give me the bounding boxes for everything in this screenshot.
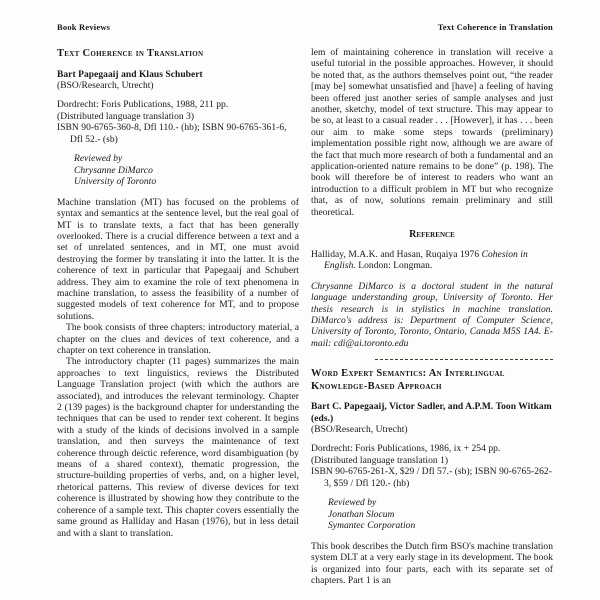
review2-authors: Bart C. Papegaaij, Victor Sadler, and A.P.M. Toon Witkam (eds.) xyxy=(311,402,552,424)
right-column xyxy=(311,48,553,588)
left-column xyxy=(57,48,299,588)
review2-isbn: ISBN 90-6765-261-X, $29 / Dfl 57.- (sb); ISBN 90-6765-262-3, $59 / Dfl 120.- (hb) xyxy=(311,467,552,489)
reference-entry xyxy=(311,250,553,273)
running-header xyxy=(57,22,553,32)
review1-affiliation: (BSO/Research, Utrecht) xyxy=(57,80,154,91)
review1-isbn: ISBN 90-6765-360-8, Dfl 110.- (hb); ISBN 90-6765-361-6, Dfl 52.- (sb) xyxy=(57,123,287,145)
review2-publication-info xyxy=(311,444,553,490)
review1-title: Text Coherence in Translation xyxy=(57,48,204,59)
running-header-left: Book Reviews xyxy=(57,22,111,32)
two-column-layout xyxy=(57,48,553,588)
reviewer-bio: Chrysanne DiMarco is a doctoral student in the natural language understanding group, University of Toronto. Her thesis research is in stylistics in machine translation. DiMarco's address is: Department of Computer Science, University of Toronto, Toronto, Ontario, Canada M5S 1A4. E-mail: cdi@ai.toronto.edu xyxy=(311,281,553,349)
review1-paragraph-1: Machine translation (MT) has focused on the problems of syntax and semantics at the sentence level, but the real goal of MT is to translate texts, a fact that has been generally overlooked. There is a crucial difference between a text and a set of unrelated sentences, and in MT, one must avoid destroying the former by translating it into the latter. It is the coherence of text in particular that Papegaaij and Schubert address. They aim to examine the role of text phenomena in machine translation, to assess the feasibility of a number of suggested models of text coherence for MT, and to propose solutions. xyxy=(57,197,299,322)
review2-reviewed-by-label: Reviewed by xyxy=(328,498,377,509)
review2-reviewer-block xyxy=(328,498,553,533)
review2-affiliation: (BSO/Research, Utrecht) xyxy=(311,425,408,436)
review1-publication-info xyxy=(57,100,299,146)
reference-heading: Reference xyxy=(409,229,455,241)
reference-entry-authors: Halliday, M.A.K. and Hasan, Ruqaiya 1976 xyxy=(311,250,482,260)
review1-series: (Distributed language translation 3) xyxy=(57,111,195,122)
review2-reviewer-name: Jonathan Slocum xyxy=(328,509,395,520)
review1-reviewed-by-label: Reviewed by xyxy=(74,153,123,164)
review2-publisher: Dordrecht: Foris Publications, 1986, ix + 254 pp. xyxy=(311,444,501,455)
running-header-right: Text Coherence in Translation xyxy=(437,22,553,32)
review1-authors: Bart Papegaaij and Klaus Schubert xyxy=(57,69,203,80)
review1-publisher: Dordrecht: Foris Publications, 1988, 211 pp. xyxy=(57,100,229,111)
review1-paragraph-3: The introductory chapter (11 pages) summarizes the main approaches to text linguistics, reviews the Distributed Language Translation project (with which the authors are associated), and introduces the relevant terminology. Chapter 2 (139 pages) is the background chapter for understanding the techniques that can be used to render text coherent. It begins with a study of the kinds of decisions involved in a sample translation, and then surveys the maintenance of text coherence through deictic reference, word disambiguation (by means of a shared context), thematic progression, the structure-building properties of verbs, and, on a higher level, rhetorical patterns. This review of diverse devices for text coherence is illustrated by showing how they contribute to the coherence of a sample text. This chapter covers essentially the same ground as Halliday and Hasan (1976), but in less detail and with a slant to translation. xyxy=(57,357,299,539)
review2-series: (Distributed language translation 1) xyxy=(311,455,449,466)
review2-title: Word Expert Semantics: An Interlingual Knowledge-Based Approach xyxy=(311,368,505,392)
review1-continuation-paragraph: lem of maintaining coherence in translation will receive a useful tutorial in the possible approaches. However, it should be noted that, as the authors themselves point out, “the reader [may be] somewhat unsatisfied and [have] a feeling of having been offered just another series of sample analyses and just another, sketchy, model of text structure. This may appear to be so, at least to a casual reader . . . [However], it has . . . been our aim to make some steps towards (preliminary) implementation possible right now, although we are aware of the fact that much more research of both a fundamental and an application-oriented nature remains to be done” (p. 198). The book will therefore be of interest to readers who want an introduction to a difficult problem in MT but who recognize that, as of now, solutions remain preliminary and still theoretical. xyxy=(311,48,553,218)
review1-paragraph-2: The book consists of three chapters: introductory material, a chapter on the clues and devices of text coherence, and a chapter on text coherence in translation. xyxy=(57,323,299,356)
section-divider xyxy=(375,359,553,360)
review2-body-paragraph: This book describes the Dutch firm BSO's machine translation system DLT at a very early stage in its development. The book is organized into four parts, each with its separate set of chapters. Part 1 is an xyxy=(311,541,553,587)
review1-reviewer-block xyxy=(74,154,299,189)
reference-entry-booktitle: Cohesion in English. xyxy=(324,250,528,272)
review1-reviewer-affiliation: University of Toronto xyxy=(74,177,157,188)
review1-authors-block xyxy=(57,70,299,93)
review2-reviewer-affiliation: Symantec Corporation xyxy=(328,521,416,532)
review1-reviewer-name: Chrysanne DiMarco xyxy=(74,165,153,176)
reference-entry-publisher: London: Longman. xyxy=(355,261,433,272)
review2-authors-block xyxy=(311,402,553,436)
